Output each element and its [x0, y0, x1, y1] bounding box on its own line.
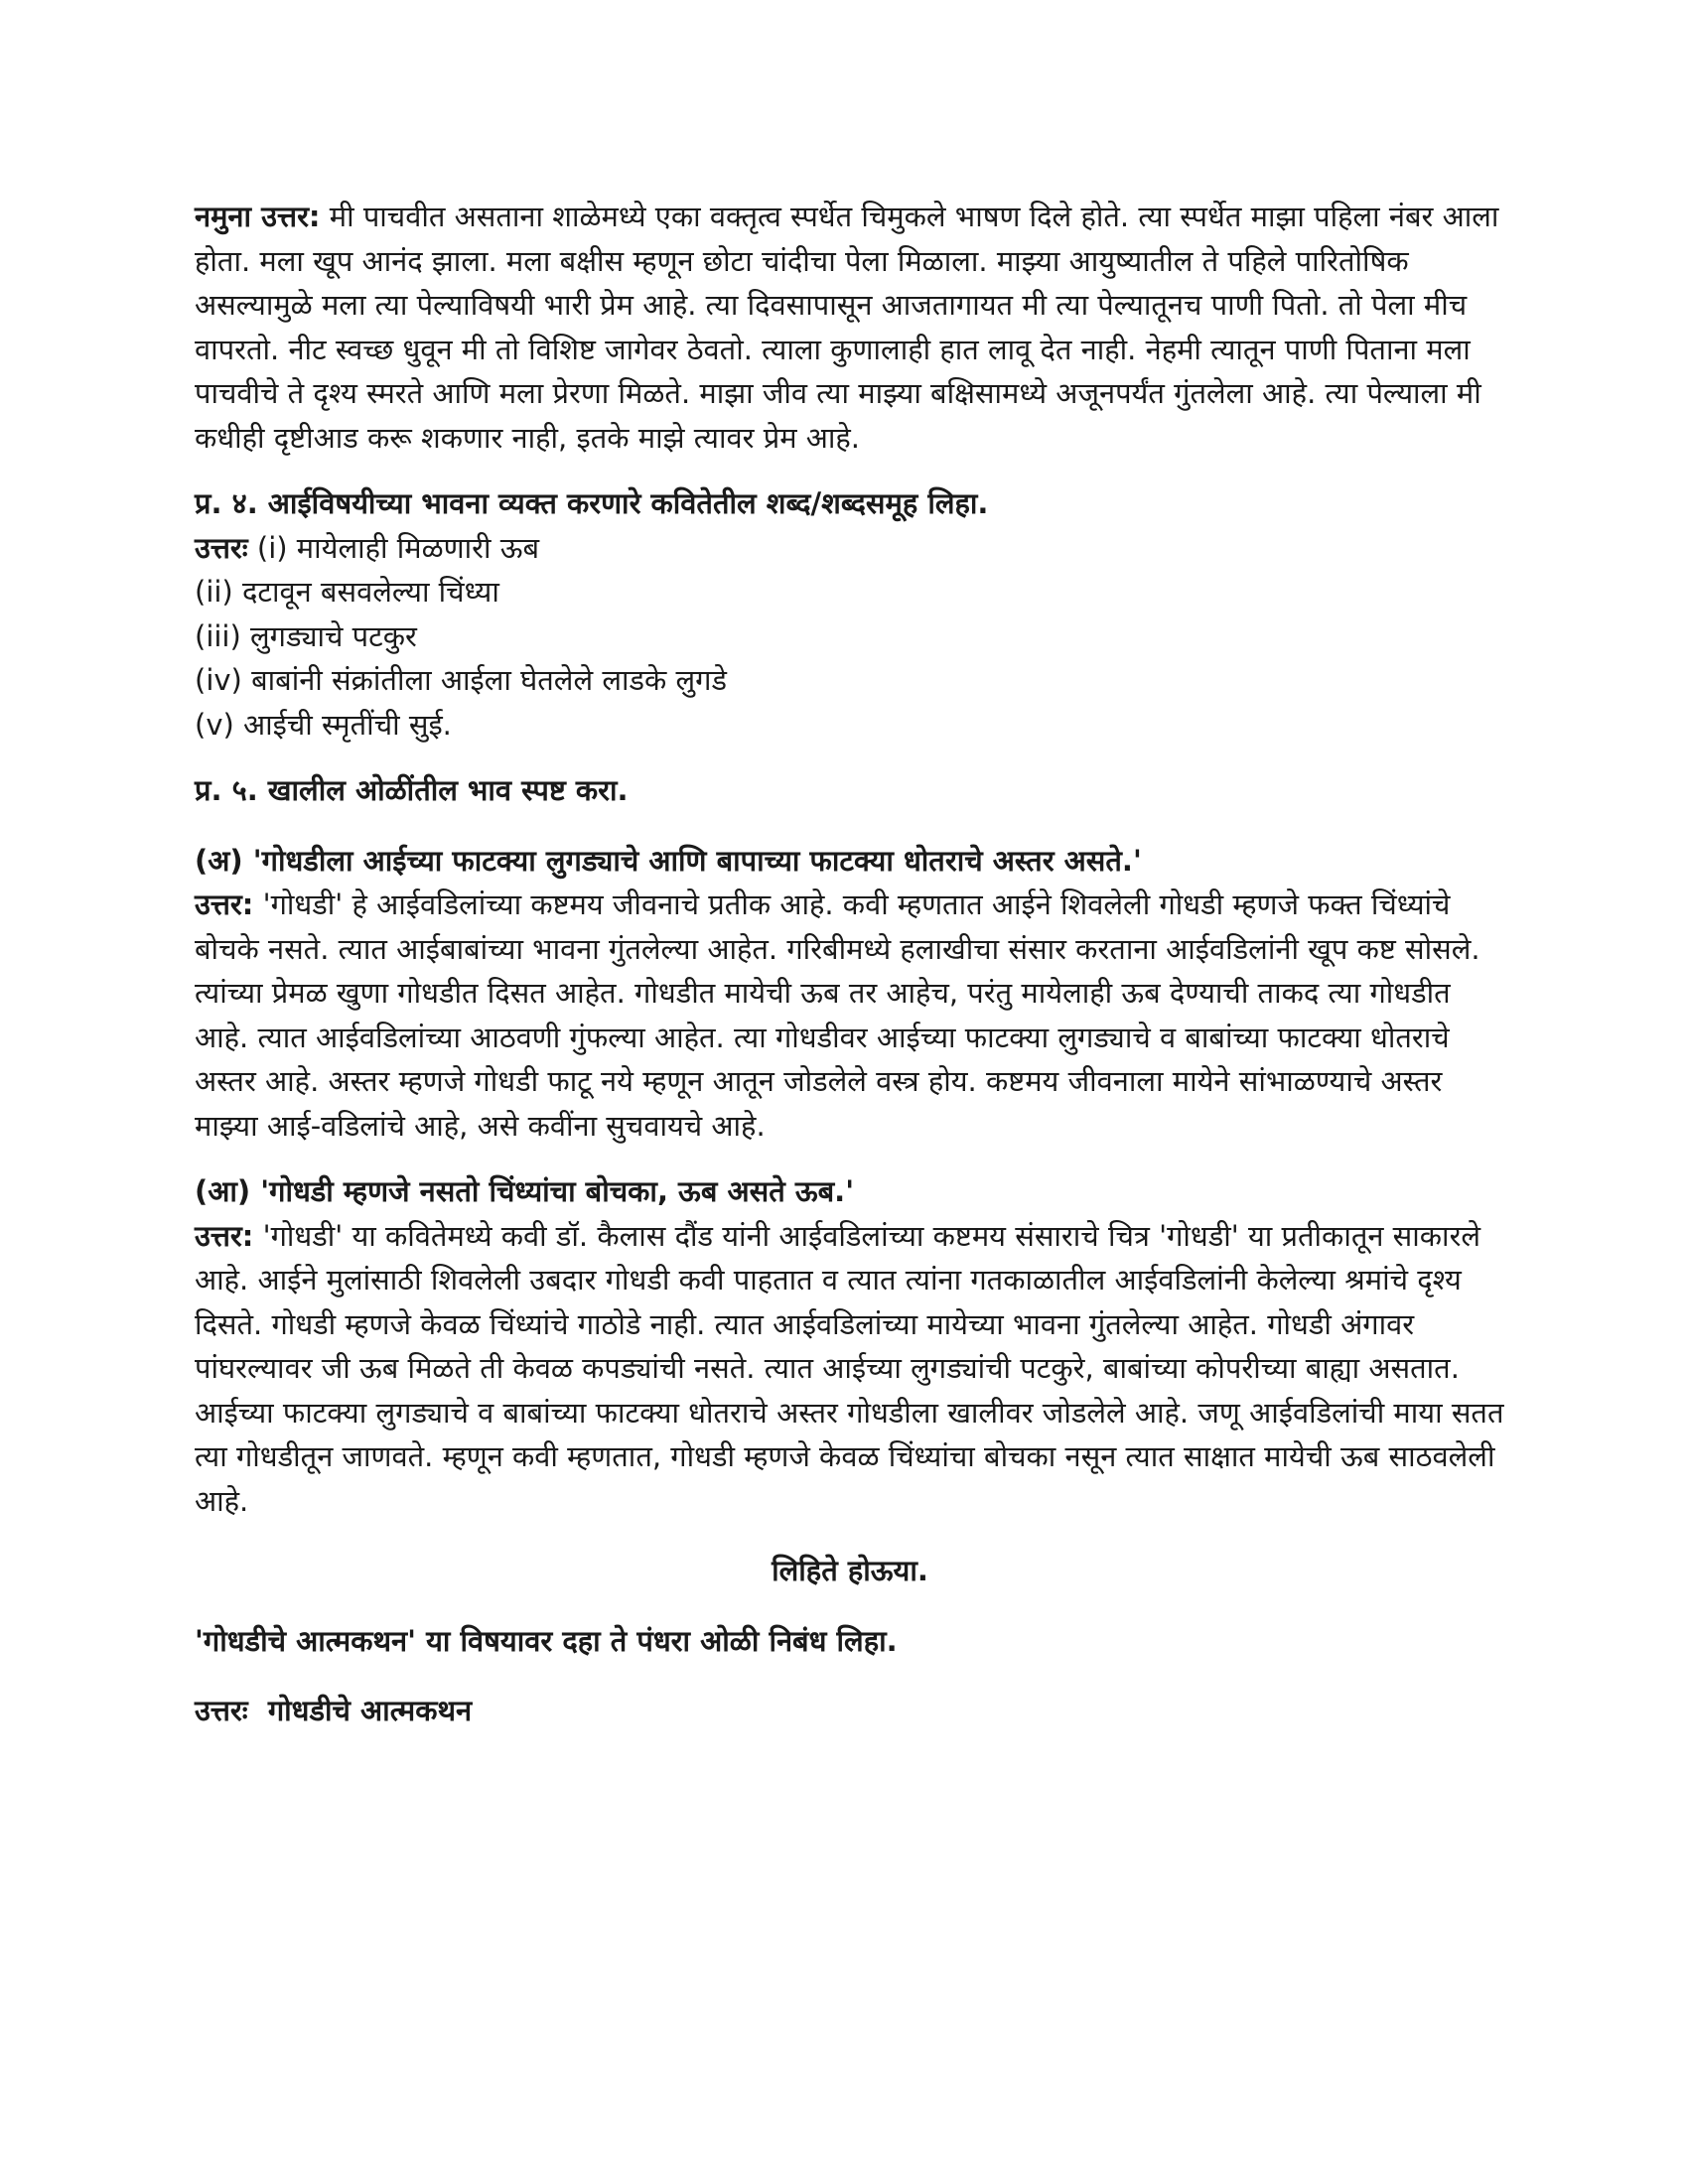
writing-section-title: लिहिते होऊया.: [772, 1554, 928, 1587]
question-4-heading: प्र. ४. आईविषयीच्या भावना व्यक्त करणारे कवितेतील शब्द/शब्दसमूह लिहा.: [195, 486, 989, 520]
essay-answer-title: गोधडीचे आत्मकथन: [247, 1694, 473, 1727]
question-5a-answer: [195, 883, 1505, 1148]
essay-prompt: 'गोधडीचे आत्मकथन' या विषयावर दहा ते पंधरा ओळी निबंध लिहा.: [195, 1623, 898, 1658]
question-4-item-4: (iv) बाबांनी संक्रांतीला आईला घेतलेले लाडके लुगडे: [195, 663, 728, 697]
question-4-item-3: (iii) लुगड्याचे पटकुर: [195, 618, 417, 653]
question-4-answer-list: [195, 570, 1505, 747]
sample-answer-text: मी पाचवीत असताना शाळेमध्ये एका वक्तृत्व स्पर्धेत चिमुकले भाषण दिले होते. त्या स्पर्धेत माझा पहिला नंबर आला होता. मला खूप आनंद झाला. मला बक्षीस म्हणून छोटा चांदीचा पेला मिळाला. माझ्या आयुष्यातील ते पहिले पारितोषिक असल्यामुळे मला त्या पेल्याविषयी भारी प्रेम आहे. त्या दिवसापासून आजतागायत मी त्या पेल्यातूनच पाणी पितो. तो पेला मीच वापरतो. नीट स्वच्छ धुवून मी तो विशिष्ट जागेवर ठेवतो. त्याला कुणालाही हात लावू देत नाही. नेहमी त्यातून पाणी पिताना मला पाचवीचे ते दृश्य स्मरते आणि मला प्रेरणा मिळते. माझा जीव त्या माझ्या बक्षिसामध्ये अजूनपर्यंत गुंतलेला आहे. त्या पेल्याला मी कधीही दृष्टीआड करू शकणार नाही, इतके माझे त्यावर प्रेम आहे.: [195, 200, 1499, 455]
question-5a-answer-label: उत्तर:: [195, 887, 254, 921]
question-5-heading: प्र. ५. खालील ओळींतील भाव स्पष्ट करा.: [195, 773, 629, 807]
essay-answer-heading: [195, 1689, 1505, 1733]
question-5aa-line: (आ) 'गोधडी म्हणजे नसतो चिंध्यांचा बोचका, ऊब असते ऊब.': [195, 1174, 855, 1208]
question-5a-line: (अ) 'गोधडीला आईच्या फाटक्या लुगड्याचे आणि बापाच्या फाटक्या धोतराचे अस्तर असते.': [195, 843, 1142, 878]
sample-answer-label: नमुना उत्तर:: [195, 200, 321, 233]
question-5aa-answer-text: 'गोधडी' या कवितेमध्ये कवी डॉ. कैलास दौंड यांनी आईवडिलांच्या कष्टमय संसाराचे चित्र 'गोधडी' या प्रतीकातून साकारले आहे. आईने मुलांसाठी शिवलेली उबदार गोधडी कवी पाहतात व त्यात त्यांना गतकाळातील आईवडिलांनी केलेल्या श्रमांचे दृश्य दिसते. गोधडी म्हणजे केवळ चिंध्यांचे गाठोडे नाही. त्यात आईवडिलांच्या मायेच्या भावना गुंतलेल्या आहेत. गोधडी अंगावर पांघरल्यावर जी ऊब मिळते ती केवळ कपड्यांची नसते. त्यात आईच्या लुगड्यांची पटकुरे, बाबांच्या कोपरीच्या बाह्या असतात. आईच्या फाटक्या लुगड्याचे व बाबांच्या फाटक्या धोतराचे अस्तर गोधडीला खालीवर जोडलेले आहे. जणू आईवडिलांची माया सतत त्या गोधडीतून जाणवते. म्हणून कवी म्हणतात, गोधडी म्हणजे केवळ चिंध्यांचा बोचका नसून त्यात साक्षात मायेची ऊब साठवलेली आहे.: [195, 1218, 1504, 1518]
document-page: [195, 195, 1505, 1733]
question-4-item-2: (ii) दटावून बसवलेल्या चिंध्या: [195, 575, 499, 609]
essay-answer-label: उत्तरः: [195, 1694, 248, 1727]
question-4-item-5: (v) आईची स्मृतींची सुई.: [195, 707, 452, 742]
question-5aa-answer: [195, 1214, 1505, 1524]
question-5aa-answer-label: उत्तर:: [195, 1218, 254, 1253]
question-4-answer-label: उत्तरः: [195, 530, 248, 565]
question-4-first-answer: [195, 526, 1505, 571]
sample-answer-paragraph: [195, 195, 1505, 460]
question-4-item-1: (i) मायेलाही मिळणारी ऊब: [247, 530, 540, 565]
question-5a-answer-text: 'गोधडी' हे आईवडिलांच्या कष्टमय जीवनाचे प्रतीक आहे. कवी म्हणतात आईने शिवलेली गोधडी म्हणजे फक्त चिंध्यांचे बोचके नसते. त्यात आईबाबांच्या भावना गुंतलेल्या आहेत. गरिबीमध्ये हलाखीचा संसार करताना आईवडिलांनी खूप कष्ट सोसले. त्यांच्या प्रेमळ खुणा गोधडीत दिसत आहेत. गोधडीत मायेची ऊब तर आहेच, परंतु मायेलाही ऊब देण्याची ताकद त्या गोधडीत आहे. त्यात आईवडिलांच्या आठवणी गुंफल्या आहेत. त्या गोधडीवर आईच्या फाटक्या लुगड्याचे व बाबांच्या फाटक्या धोतराचे अस्तर आहे. अस्तर म्हणजे गोधडी फाटू नये म्हणून आतून जोडलेले वस्त्र होय. कष्टमय जीवनाला मायेने सांभाळण्याचे अस्तर माझ्या आई-वडिलांचे आहे, असे कवींना सुचवायचे आहे.: [195, 887, 1480, 1143]
